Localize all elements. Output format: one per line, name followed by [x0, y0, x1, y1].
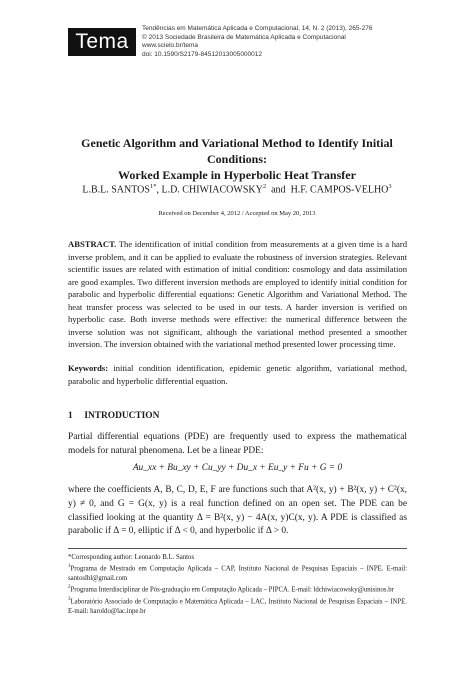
corresponding-author-note: *Corresponding author: Leonardo B.L. Santos	[68, 554, 195, 561]
footnote-2	[68, 583, 407, 595]
author-1-affiliation: 1*	[149, 183, 157, 190]
abstract-label: ABSTRACT.	[68, 239, 117, 249]
title-line-2: Worked Example in Hyperbolic Heat Transfer	[118, 168, 356, 182]
footnote-1-text: Programa de Mestrado em Computação Aplicada – CAP, Instituto Nacional de Pesquisas Espaciais – INPE. E-mail: santoslbl@gmail.com	[68, 565, 407, 583]
footnote-3-marker: 3	[68, 597, 71, 603]
intro-paragraph-1: Partial differential equations (PDE) are frequently used to express the mathematical models for natural phenomena. Let be a linear PDE:	[68, 432, 407, 456]
title-line-1: Genetic Algorithm and Variational Method to Identify Initial Conditions:	[81, 136, 393, 166]
footnotes	[68, 553, 407, 616]
copyright-line: © 2013 Sociedade Brasileira de Matemática Aplicada e Computacional	[142, 33, 346, 41]
doi-link[interactable]: doi: 10.1590/S2179-84512013005000012	[142, 50, 263, 58]
footnote-1-marker: 1	[68, 564, 71, 570]
author-2-affiliation: 2	[262, 183, 267, 190]
author-3: H.F. CAMPOS-VELHO	[290, 184, 389, 196]
journal-header	[142, 25, 442, 59]
journal-website-link[interactable]: www.scielo.br/tema	[142, 42, 198, 50]
footnote-2-text: Programa Interdisciplinar de Pós-graduação em Computação Aplicada – PIPCA. E-mail: ldchiwiacowsky@unisinos.br	[70, 586, 394, 594]
keywords	[68, 362, 407, 387]
keywords-label: Keywords:	[68, 363, 109, 373]
footnote-divider	[68, 548, 407, 549]
footnote-2-marker: 2	[68, 585, 71, 591]
author-3-affiliation: 3	[388, 183, 392, 190]
pde-equation: Au_xx + Bu_xy + Cu_yy + Du_x + Eu_y + Fu + G = 0	[132, 463, 343, 473]
author-conjunction: and	[271, 184, 286, 196]
intro-paragraph-2: where the coefficients A, B, C, D, E, F are functions such that A²(x, y) + B²(x, y) + C²(x, y) ≠ 0, and G = G(x, y) is a real function defined on an open set. The PDE can be classified looking at the quantity Δ = B²(x, y) − 4A(x, y)C(x, y). A PDE is classified as parabolic if Δ = 0, elliptic if Δ < 0, and hyperbolic if Δ > 0.	[68, 485, 407, 537]
footnote-3	[68, 595, 407, 616]
footnote-1	[68, 562, 407, 583]
keywords-text: initial condition identification, epidemic genetic algorithm, variational method, parabolic and hyperbolic differential equation.	[68, 363, 407, 386]
footnote-3-text: Laboratório Associado de Computação e Matemática Aplicada – LAC, Instituto Nacional de Pesquisas Espaciais – INPE. E-mail: haroldo@lac.inpe.br	[68, 598, 407, 615]
paper-title	[60, 135, 414, 183]
section-heading	[68, 410, 407, 423]
journal-citation: Tendências em Matemática Aplicada e Computacional, 14, N. 2 (2013), 265-276	[142, 25, 373, 32]
abstract	[68, 238, 407, 351]
abstract-text: The identification of initial condition from measurements at a given time is a hard inverse problem, and it can be applied to evaluate the robustness of inversion strategies. Relevant scientific issues are related with estimation of initial condition: cosmology and data assimilation are good examples. Two different inversion methods are employed to identify initial condition for parabolic and hyperbolic differential equations: Genetic Algorithm and Variational Method. The heat transfer process was selected to be used in our tests. A harder inversion is verified on hyperbolic case. Both inverse methods were effective: the numerical difference between the inverse solution was not significant, although the variational method presented a smoother inversion. The inversion obtained with the variational method presented lower processing time.	[68, 239, 407, 349]
author-2: L.D. CHIWIACOWSKY	[161, 184, 263, 196]
journal-logo: Tema	[68, 28, 136, 56]
section-number: 1	[68, 411, 73, 421]
author-list: L.B.L. $SANTOS^{1*}$, L.D. CHIWIACOWSKY$^2$ and H.F. CAMPOS-VELHO$^3$	[82, 183, 392, 196]
author-1: L.B.L. SANTOS	[82, 184, 150, 196]
received-dates: Received on December 4, 2012 / Accepted on May 20, 2013	[158, 210, 316, 217]
section-title: INTRODUCTION	[84, 411, 160, 421]
